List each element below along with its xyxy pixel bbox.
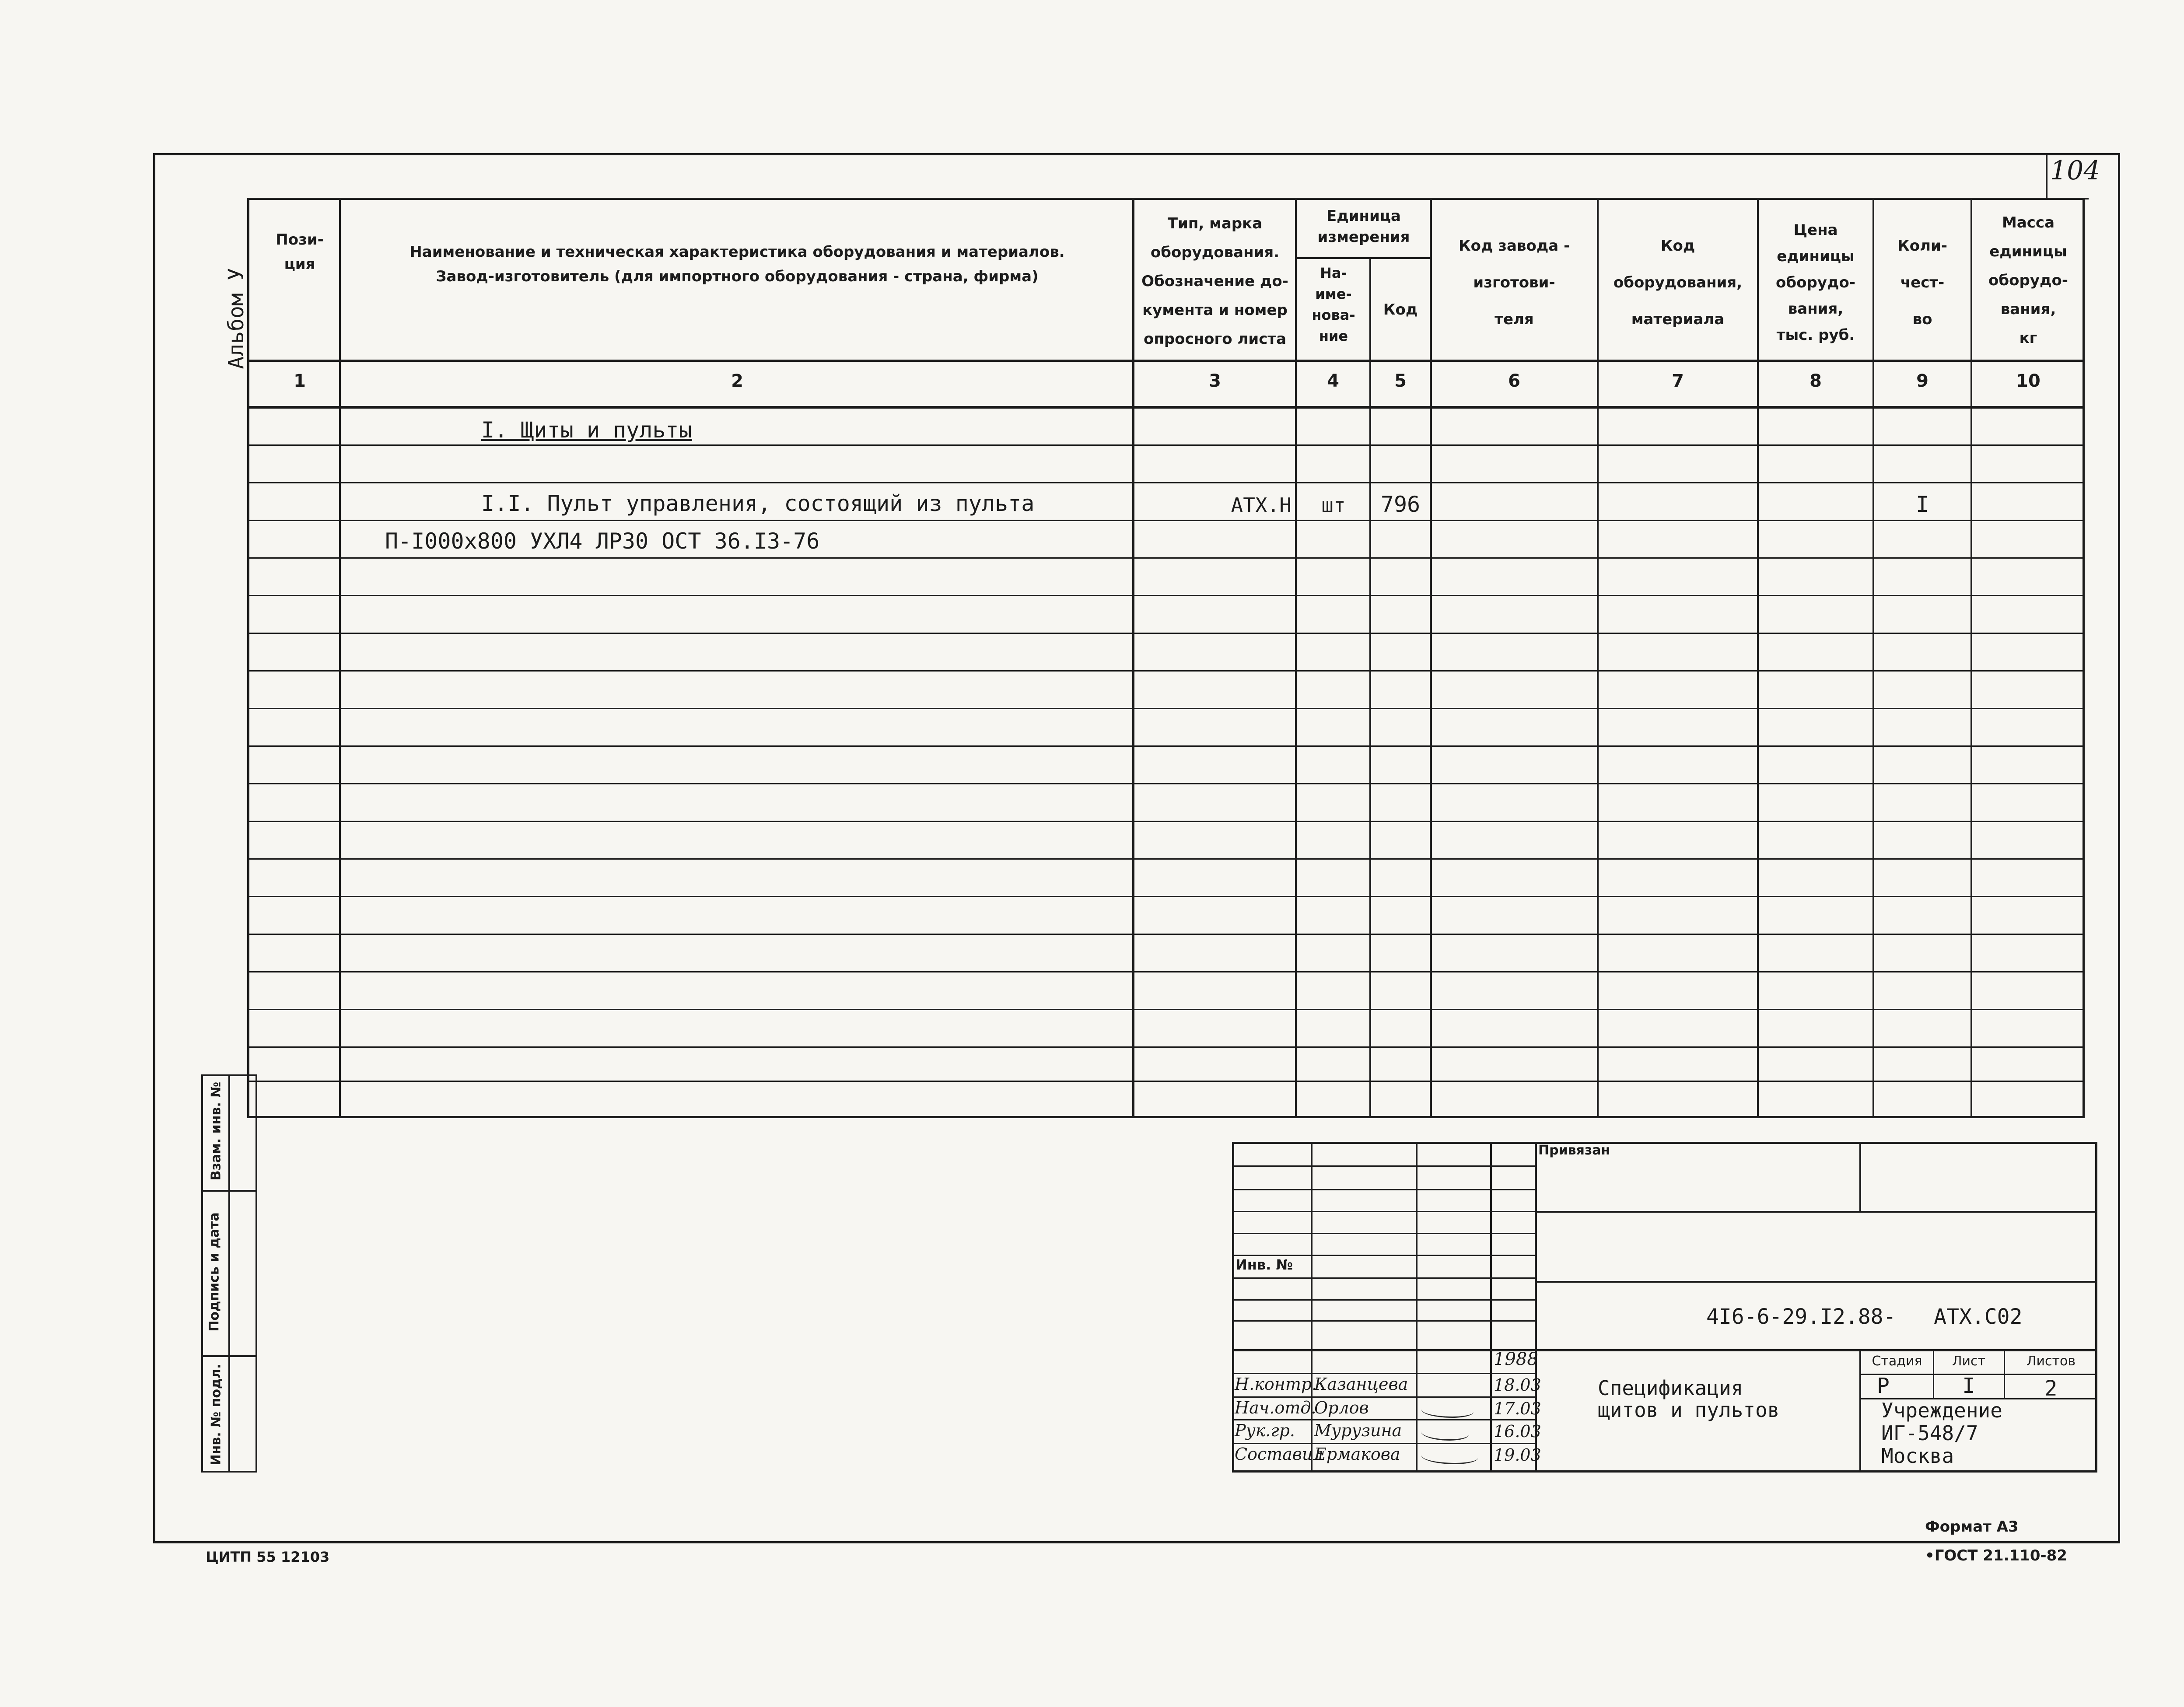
col-line-1 bbox=[339, 198, 341, 1118]
row-line bbox=[247, 595, 2085, 596]
privyazan-line bbox=[1535, 1211, 2097, 1213]
header-name: Наименование и техническая характеристика оборудования и материалов. Завод-изготовитель (для импортного оборудования - страна, фирма) bbox=[410, 243, 1065, 285]
privyazan-divider bbox=[1859, 1142, 1861, 1212]
row-line bbox=[247, 708, 2085, 709]
item-description-line2: П-I000х800 УХЛ4 ЛР30 ОСТ 36.I3-76 bbox=[385, 528, 820, 554]
stamp-row bbox=[1232, 1189, 1535, 1190]
stamp-row bbox=[1232, 1419, 1535, 1420]
signer-role-1: Н.контр. bbox=[1235, 1375, 1317, 1394]
stamp-row bbox=[1232, 1165, 1535, 1167]
stamp-row bbox=[1232, 1233, 1535, 1234]
signer-date-2: 17.03 bbox=[1494, 1399, 1541, 1418]
header-unit-code: Код bbox=[1383, 301, 1418, 318]
signer-role-2: Нач.отд. bbox=[1235, 1398, 1316, 1417]
margin-line-1 bbox=[201, 1190, 257, 1192]
row-line bbox=[247, 858, 2085, 860]
header-type: Тип, марка оборудования. Обозначение до- кумента и номер опросного листа bbox=[1141, 215, 1288, 348]
item-type: АТХ.Н bbox=[1231, 493, 1292, 517]
signer-name-1: Казанцева bbox=[1314, 1375, 1408, 1394]
row-line bbox=[247, 971, 2085, 972]
row-line bbox=[247, 520, 2085, 521]
signer-role-4: Составил bbox=[1235, 1445, 1323, 1464]
signer-name-4: Ермакова bbox=[1314, 1445, 1400, 1464]
row-line bbox=[247, 1009, 2085, 1010]
signer-name-3: Мурузина bbox=[1314, 1421, 1402, 1440]
stamp-row-main bbox=[1232, 1349, 2097, 1351]
margin-podpis: Подпись и дата bbox=[206, 1212, 222, 1332]
code-top-line bbox=[1535, 1281, 2097, 1283]
organization: Учреждение ИГ-548/7 Москва bbox=[1881, 1399, 2002, 1468]
privyazan-label: Привязан bbox=[1538, 1143, 1610, 1158]
footer-format: Формат А3 bbox=[1925, 1518, 2019, 1536]
row-line bbox=[247, 444, 2085, 446]
numbers-line bbox=[247, 406, 2085, 409]
header-equipment-code: Код оборудования, материала bbox=[1613, 237, 1743, 328]
footer-gost: •ГОСТ 21.110-82 bbox=[1925, 1547, 2067, 1564]
signer-role-3: Рук.гр. bbox=[1235, 1421, 1295, 1440]
col-number-3: 3 bbox=[1209, 371, 1221, 391]
row-line bbox=[247, 1046, 2085, 1048]
signer-date-4: 19.03 bbox=[1494, 1445, 1541, 1465]
row-line bbox=[247, 633, 2085, 634]
row-line bbox=[247, 482, 2085, 483]
stamp-row bbox=[1232, 1299, 1535, 1301]
unit-header-line bbox=[1295, 257, 1432, 259]
margin-divider bbox=[228, 1074, 230, 1473]
header-price: Цена единицы оборудо- вания, тыс. руб. bbox=[1776, 221, 1855, 344]
stamp-row bbox=[1232, 1373, 1535, 1374]
sheet-value: I bbox=[1962, 1374, 1975, 1398]
col-number-4: 4 bbox=[1327, 371, 1339, 391]
row-line bbox=[247, 1081, 2085, 1082]
section-title: I. Щиты и пульты bbox=[481, 417, 692, 443]
stamp-row bbox=[1232, 1277, 1535, 1279]
item-unit-code: 796 bbox=[1380, 492, 1421, 517]
page-number: 104 bbox=[2050, 155, 2100, 186]
item-description-line1: I.I. Пульт управления, состоящий из пульта bbox=[481, 491, 1035, 516]
inv-no-label: Инв. № bbox=[1236, 1256, 1293, 1273]
col-number-2: 2 bbox=[731, 371, 743, 391]
row-line bbox=[247, 557, 2085, 559]
signer-date-3: 16.03 bbox=[1494, 1422, 1541, 1441]
stamp-row bbox=[1232, 1255, 1535, 1256]
stamp-row bbox=[1232, 1211, 1535, 1212]
header-factory-code: Код завода - изготови- теля bbox=[1458, 237, 1570, 328]
footer-left-code: ЦИТП 55 12103 bbox=[206, 1549, 330, 1565]
row-line bbox=[247, 783, 2085, 784]
album-label-box bbox=[219, 254, 254, 385]
col-line-3 bbox=[1295, 198, 1297, 1118]
col-number-8: 8 bbox=[1810, 371, 1822, 391]
col-number-9: 9 bbox=[1916, 371, 1928, 391]
row-line bbox=[247, 896, 2085, 897]
row-line bbox=[247, 934, 2085, 935]
stamp-col-3 bbox=[1490, 1142, 1492, 1473]
stamp-row bbox=[1232, 1396, 1535, 1398]
stamp-row bbox=[1232, 1443, 1535, 1444]
document-code: 4I6-6-29.I2.88- АТХ.С02 bbox=[1706, 1305, 2023, 1329]
header-quantity: Коли- чест- во bbox=[1897, 237, 1947, 328]
item-quantity: I bbox=[1915, 492, 1929, 517]
sheet-label: Лист bbox=[1952, 1354, 1986, 1369]
stage-value: Р bbox=[1877, 1374, 1890, 1398]
margin-inv: Инв. № подл. bbox=[208, 1364, 224, 1466]
signer-date-1: 18.03 bbox=[1494, 1375, 1541, 1395]
col-line-2 bbox=[1132, 198, 1134, 1118]
stamp-row bbox=[1232, 1320, 1535, 1322]
col-line-5 bbox=[1430, 198, 1432, 1118]
col-number-7: 7 bbox=[1672, 371, 1684, 391]
col-number-10: 10 bbox=[2016, 371, 2040, 391]
sheets-value: 2 bbox=[2044, 1376, 2058, 1401]
margin-vzam: Взам. инв. № bbox=[208, 1081, 224, 1181]
item-unit: шт bbox=[1321, 493, 1346, 517]
row-line bbox=[247, 821, 2085, 822]
header-line bbox=[247, 360, 2085, 362]
header-mass: Масса единицы оборудо- вания, кг bbox=[1988, 214, 2068, 347]
row-line bbox=[247, 670, 2085, 672]
header-position: Пози- ция bbox=[276, 231, 324, 273]
col-number-6: 6 bbox=[1508, 371, 1520, 391]
row-line bbox=[247, 745, 2085, 747]
stamp-col-2 bbox=[1416, 1142, 1418, 1473]
year: 1988 bbox=[1494, 1349, 1538, 1369]
header-unit-name: На- име- нова- ние bbox=[1312, 265, 1355, 344]
stage-label: Стадия bbox=[1872, 1354, 1922, 1369]
header-unit: Единица измерения bbox=[1317, 207, 1410, 246]
document-title: Спецификация щитов и пультов bbox=[1598, 1376, 1780, 1422]
signer-name-2: Орлов bbox=[1314, 1398, 1369, 1417]
album-label: Альбом У bbox=[224, 268, 248, 369]
sheets-label: Листов bbox=[2026, 1354, 2076, 1369]
col-number-1: 1 bbox=[294, 371, 306, 391]
stamp-col-1 bbox=[1311, 1142, 1312, 1473]
col-number-5: 5 bbox=[1394, 371, 1407, 391]
